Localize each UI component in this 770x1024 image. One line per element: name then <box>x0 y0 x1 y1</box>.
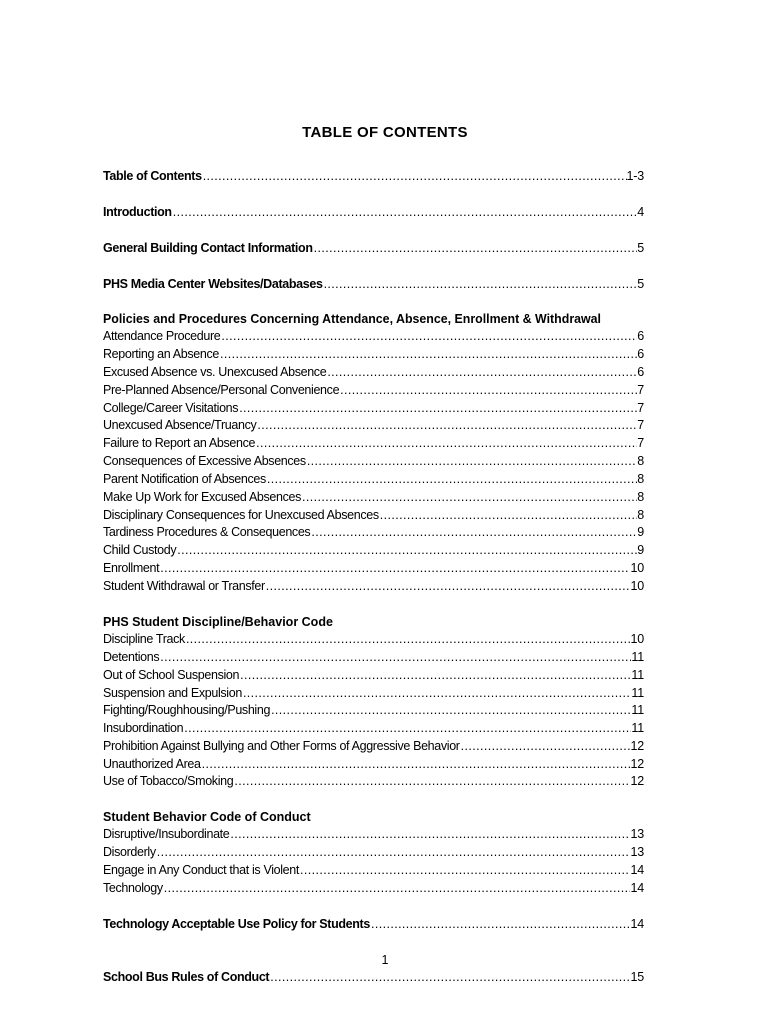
toc-item-page: 12 <box>630 739 644 753</box>
toc-item-label: Technology <box>103 881 163 895</box>
toc-item[interactable] <box>103 667 644 683</box>
toc-item-page: 14 <box>630 863 644 877</box>
toc-item-page: 9 <box>637 543 644 557</box>
toc-entry-label: School Bus Rules of Conduct <box>103 970 270 984</box>
toc-item-label: Student Withdrawal or Transfer <box>103 579 265 593</box>
dot-leader <box>159 560 630 576</box>
dot-leader <box>323 276 638 292</box>
toc-item[interactable] <box>103 685 644 701</box>
toc-item-label: Unexcused Absence/Truancy <box>103 418 257 432</box>
toc-item-label: Suspension and Expulsion <box>103 686 242 700</box>
toc-item-page: 7 <box>637 436 644 450</box>
toc-item-label: Tardiness Procedures & Consequences <box>103 525 311 539</box>
toc-item-label: Reporting an Absence <box>103 347 220 361</box>
toc-entry-page: 5 <box>637 277 644 291</box>
dot-leader <box>299 862 630 878</box>
dot-leader <box>219 346 637 362</box>
section-header-code-of-conduct: Student Behavior Code of Conduct <box>103 810 311 824</box>
toc-item-page: 13 <box>630 845 644 859</box>
dot-leader <box>460 738 631 754</box>
dot-leader <box>229 826 630 842</box>
toc-item[interactable] <box>103 578 644 594</box>
toc-item[interactable] <box>103 738 644 754</box>
toc-item-label: Insubordination <box>103 721 184 735</box>
dot-leader <box>339 382 637 398</box>
toc-item-label: College/Career Visitations <box>103 401 239 415</box>
toc-entry-technology-aup[interactable] <box>103 916 644 932</box>
dot-leader <box>256 417 637 433</box>
toc-item-label: Use of Tobacco/Smoking <box>103 774 234 788</box>
toc-entry-contact-info[interactable] <box>103 240 644 256</box>
toc-entry-label: General Building Contact Information <box>103 241 313 255</box>
toc-item[interactable] <box>103 756 644 772</box>
toc-item-page: 7 <box>637 383 644 397</box>
page-title: TABLE OF CONTENTS <box>302 124 468 141</box>
dot-leader <box>185 631 631 647</box>
dot-leader <box>220 328 637 344</box>
toc-item[interactable] <box>103 702 644 718</box>
toc-item-label: Unauthorized Area <box>103 757 201 771</box>
toc-item-label: Prohibition Against Bullying and Other Forms of Aggressive Behavior <box>103 739 460 753</box>
toc-item[interactable] <box>103 382 644 398</box>
toc-item-page: 10 <box>630 561 644 575</box>
section-header-attendance: Policies and Procedures Concerning Attendance, Absence, Enrollment & Withdrawal <box>103 312 601 326</box>
toc-item-label: Disciplinary Consequences for Unexcused Absences <box>103 508 379 522</box>
toc-entry-introduction[interactable] <box>103 204 644 220</box>
toc-item-page: 13 <box>630 827 644 841</box>
toc-item-label: Pre-Planned Absence/Personal Convenience <box>103 383 340 397</box>
toc-item[interactable] <box>103 346 644 362</box>
dot-leader <box>379 507 638 523</box>
dot-leader <box>202 168 627 184</box>
toc-item[interactable] <box>103 560 644 576</box>
toc-item-label: Parent Notification of Absences <box>103 472 266 486</box>
toc-item-label: Detentions <box>103 650 160 664</box>
toc-entry-page: 14 <box>630 917 644 931</box>
toc-entry-label: PHS Media Center Websites/Databases <box>103 277 323 291</box>
dot-leader <box>233 773 630 789</box>
dot-leader <box>301 489 637 505</box>
toc-item-page: 11 <box>631 668 644 682</box>
toc-item[interactable] <box>103 862 644 878</box>
toc-item[interactable] <box>103 400 644 416</box>
dot-leader <box>163 880 631 896</box>
toc-item-page: 14 <box>630 881 644 895</box>
toc-item[interactable] <box>103 631 644 647</box>
toc-item-label: Enrollment <box>103 561 160 575</box>
toc-item-page: 6 <box>637 365 644 379</box>
toc-item-label: Engage in Any Conduct that is Violent <box>103 863 299 877</box>
toc-item[interactable] <box>103 720 644 736</box>
dot-leader <box>156 844 631 860</box>
toc-item-label: Attendance Procedure <box>103 329 221 343</box>
toc-entry-page: 15 <box>630 970 644 984</box>
toc-item-page: 10 <box>630 579 644 593</box>
dot-leader <box>238 400 637 416</box>
toc-item-label: Out of School Suspension <box>103 668 240 682</box>
dot-leader <box>266 471 637 487</box>
dot-leader <box>172 204 638 220</box>
toc-item-label: Make Up Work for Excused Absences <box>103 490 302 504</box>
toc-item-page: 11 <box>631 650 644 664</box>
toc-item-page: 10 <box>630 632 644 646</box>
toc-item[interactable] <box>103 364 644 380</box>
toc-item[interactable] <box>103 773 644 789</box>
toc-item-page: 6 <box>637 347 644 361</box>
toc-item-page: 8 <box>637 454 644 468</box>
dot-leader <box>370 916 631 932</box>
dot-leader <box>269 969 630 985</box>
dot-leader <box>313 240 638 256</box>
toc-item[interactable] <box>103 453 644 469</box>
toc-entry-label: Technology Acceptable Use Policy for Students <box>103 917 370 931</box>
toc-item[interactable] <box>103 507 644 523</box>
dot-leader <box>159 649 631 665</box>
section-header-discipline: PHS Student Discipline/Behavior Code <box>103 615 333 629</box>
dot-leader <box>183 720 631 736</box>
toc-item-label: Fighting/Roughhousing/Pushing <box>103 703 271 717</box>
toc-entry-label: Introduction <box>103 205 172 219</box>
toc-item[interactable] <box>103 471 644 487</box>
dot-leader <box>242 685 631 701</box>
toc-item-page: 6 <box>637 329 644 343</box>
toc-item[interactable] <box>103 649 644 665</box>
toc-item-page: 8 <box>637 490 644 504</box>
toc-item-label: Discipline Track <box>103 632 185 646</box>
toc-item-page: 9 <box>637 525 644 539</box>
page-number: 1 <box>381 953 389 967</box>
toc-item[interactable] <box>103 844 644 860</box>
dot-leader <box>306 453 637 469</box>
toc-item-page: 8 <box>637 472 644 486</box>
toc-entry-school-bus[interactable] <box>103 969 644 985</box>
toc-item-label: Failure to Report an Absence <box>103 436 256 450</box>
toc-item-page: 11 <box>631 703 644 717</box>
toc-item-page: 11 <box>631 721 644 735</box>
toc-entry-page: 1-3 <box>626 169 644 183</box>
dot-leader <box>326 364 637 380</box>
toc-item-page: 8 <box>637 508 644 522</box>
dot-leader <box>270 702 631 718</box>
toc-item[interactable] <box>103 880 644 896</box>
toc-item-label: Excused Absence vs. Unexcused Absence <box>103 365 327 379</box>
toc-item[interactable] <box>103 542 644 558</box>
toc-item-page: 7 <box>637 401 644 415</box>
toc-item-label: Disorderly <box>103 845 156 859</box>
dot-leader <box>310 524 637 540</box>
dot-leader <box>176 542 637 558</box>
toc-entry-table-of-contents[interactable] <box>103 168 644 184</box>
toc-item-label: Child Custody <box>103 543 177 557</box>
toc-item[interactable] <box>103 489 644 505</box>
toc-entry-media-center[interactable] <box>103 276 644 292</box>
toc-item-page: 12 <box>630 757 644 771</box>
toc-item[interactable] <box>103 524 644 540</box>
dot-leader <box>239 667 631 683</box>
toc-item-page: 7 <box>637 418 644 432</box>
dot-leader <box>265 578 631 594</box>
toc-item-label: Disruptive/Insubordinate <box>103 827 230 841</box>
toc-item[interactable] <box>103 826 644 842</box>
toc-entry-page: 5 <box>637 241 644 255</box>
toc-entry-label: Table of Contents <box>103 169 202 183</box>
toc-item-label: Consequences of Excessive Absences <box>103 454 306 468</box>
dot-leader <box>201 756 631 772</box>
toc-entry-page: 4 <box>637 205 644 219</box>
toc-item[interactable] <box>103 417 644 433</box>
dot-leader <box>255 435 637 451</box>
toc-item[interactable] <box>103 435 644 451</box>
toc-item[interactable] <box>103 328 644 344</box>
toc-item-page: 11 <box>631 686 644 700</box>
toc-item-page: 12 <box>630 774 644 788</box>
